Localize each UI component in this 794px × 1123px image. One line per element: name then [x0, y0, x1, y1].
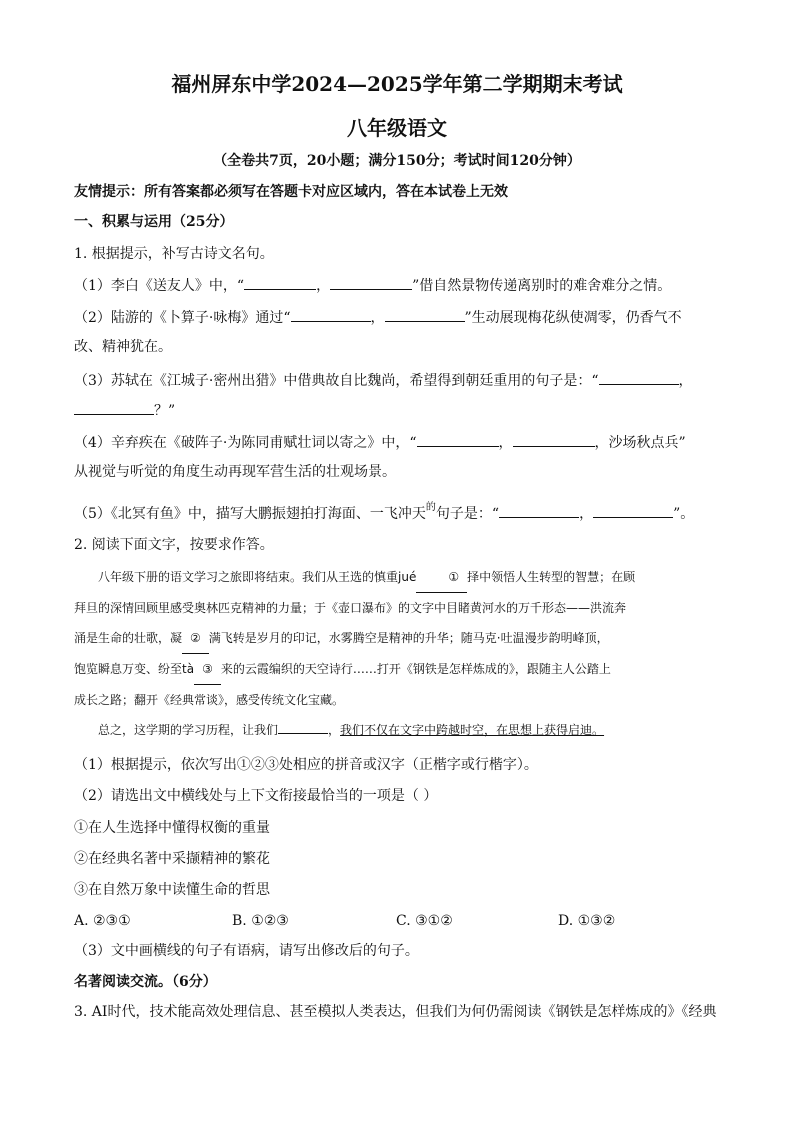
q1-item-3-cont — [74, 399, 175, 421]
pinyin-jue: jué — [398, 570, 417, 584]
q1-item-4-text-b: ，沙场秋点兵” — [594, 435, 686, 451]
passage-line-4 — [74, 654, 714, 685]
exam-meta: （全卷共7页，20小题；满分150分；考试时间120分钟） — [213, 153, 581, 169]
comma: ， — [328, 723, 341, 737]
comma: ， — [316, 278, 331, 294]
q1-item-1 — [74, 274, 671, 296]
passage-line-2: 拜旦的深情回顾里感受奥林匹克精神的力量；于《壶口瀑布》的文字中目睹黄河水的万千形态——洪流奔 — [74, 601, 627, 615]
q2-choice-b[interactable]: B. ①②③ — [232, 913, 289, 929]
passage-text: 满飞转是岁月的印记，水雾腾空是精神的升华；随马克·吐温漫步韵明峰顶， — [208, 631, 609, 645]
q1-item-3-text-a: （3）苏轼在《江城子·密州出猎》中借典故自比魏尚，希望得到朝廷重用的句子是：“ — [74, 373, 599, 389]
superscript-de: 的 — [425, 502, 436, 513]
q2-sub-3: （3）文中画横线的句子有语病，请写出修改后的句子。 — [74, 943, 419, 959]
blank-marker-1[interactable]: ① — [416, 562, 467, 593]
q1-item-5 — [74, 502, 694, 526]
q1-item-4-text-a: （4）辛弃疾在《破阵子·为陈同甫赋壮词以寄之》中，“ — [74, 435, 417, 451]
q1-item-2-cont: 改、精神犹在。 — [74, 339, 172, 355]
passage-line-1 — [74, 562, 714, 593]
underlined-sentence: 我们不仅在文字中跨越时空，在思想上获得启迪。 — [340, 723, 605, 737]
q2-choice-a[interactable]: A. ②③① — [74, 913, 131, 929]
passage-text: 八年级下册的语文学习之旅即将结束。我们从王选的慎重 — [98, 570, 399, 584]
q1-item-1-text-b: ”借自然景物传递离别时的难舍难分之情。 — [412, 278, 672, 294]
q1-item-4 — [74, 431, 686, 453]
passage-text: 择中领悟人生转型的智慧；在顾 — [467, 570, 636, 584]
q1-item-2-text-b: ”生动展现梅花纵使凋零，仍香气不 — [464, 310, 682, 326]
blank-marker-3[interactable]: ③ — [194, 654, 221, 685]
passage-line-6 — [74, 715, 714, 745]
friendly-tip: 友情提示：所有答案都必须写在答题卡对应区域内，答在本试卷上无效 — [74, 184, 508, 200]
q2-option-1: ①在人生选择中懂得权衡的重量 — [74, 820, 270, 836]
passage-text: 来的云霞编织的天空诗行……打开《钢铁是怎样炼成的》，跟随主人公踏上 — [220, 662, 611, 676]
q1-item-3-text-b: ？” — [154, 403, 176, 419]
answer-blank[interactable] — [513, 431, 595, 447]
pinyin-ta: tà — [182, 662, 195, 676]
q2-passage — [74, 562, 714, 745]
exam-subject: 八年级语文 — [347, 116, 447, 140]
q3-text: 3. AI时代，技术能高效处理信息、甚至模拟人类表达，但我们为何仍需阅读《钢铁是怎样炼成的》《经典 — [74, 1004, 717, 1020]
q1-item-1-text-a: （1）李白《送友人》中，“ — [74, 278, 245, 294]
answer-blank[interactable] — [330, 274, 412, 290]
answer-blank[interactable] — [499, 502, 579, 518]
section-2-title: 名著阅读交流。（6分） — [74, 974, 217, 990]
comma: ， — [579, 506, 594, 522]
answer-blank[interactable] — [385, 306, 465, 322]
q1-item-4-cont: 从视觉与听觉的角度生动再现军营生活的壮观场景。 — [74, 464, 396, 480]
passage-text: 涌是生命的壮歌，凝 — [74, 631, 183, 645]
blank-marker-2[interactable]: ② — [182, 623, 209, 654]
q1-stem: 1. 根据提示，补写古诗文名句。 — [74, 246, 274, 262]
answer-blank[interactable] — [291, 306, 371, 322]
passage-line-3 — [74, 623, 714, 654]
answer-blank[interactable] — [593, 502, 673, 518]
q1-item-5-text-b: 句子是：“ — [435, 506, 500, 522]
comma: ， — [498, 435, 513, 451]
passage-text: 总之，这学期的学习历程，让我们 — [98, 723, 279, 737]
passage-blank[interactable] — [278, 721, 328, 734]
q1-item-5-text-c: ”。 — [673, 506, 695, 522]
q2-choice-c[interactable]: C. ③①② — [396, 913, 453, 929]
q2-option-2: ②在经典名著中采撷精神的繁花 — [74, 851, 270, 867]
passage-line-5: 成长之路；翻开《经典常谈》，感受传统文化宝藏。 — [74, 693, 345, 707]
q2-sub-1: （1）根据提示，依次写出①②③处相应的拼音或汉字（正楷字或行楷字）。 — [74, 757, 538, 773]
comma: ， — [678, 373, 693, 389]
q1-item-5-text-a: （5）《北冥有鱼》中，描写大鹏振翅拍打海面、一飞冲天 — [74, 506, 426, 522]
passage-text: 饱览瞬息万变、纷至 — [74, 662, 183, 676]
q1-item-2 — [74, 306, 682, 328]
q1-item-3 — [74, 369, 693, 391]
exam-title: 福州屏东中学2024—2025学年第二学期期末考试 — [171, 72, 623, 96]
q2-choice-d[interactable]: D. ①③② — [558, 913, 616, 929]
q2-stem: 2. 阅读下面文字，按要求作答。 — [74, 537, 274, 553]
answer-blank[interactable] — [74, 399, 154, 415]
q2-option-3: ③在自然万象中读懂生命的哲思 — [74, 882, 270, 898]
q2-sub-2: （2）请选出文中横线处与上下文衔接最恰当的一项是（ ） — [74, 788, 438, 804]
section-1-title: 一、积累与运用（25分） — [74, 214, 234, 230]
answer-blank[interactable] — [244, 274, 316, 290]
answer-blank[interactable] — [417, 431, 499, 447]
comma: ， — [370, 310, 385, 326]
answer-blank[interactable] — [599, 369, 679, 385]
q1-item-2-text-a: （2）陆游的《卜算子·咏梅》通过“ — [74, 310, 291, 326]
